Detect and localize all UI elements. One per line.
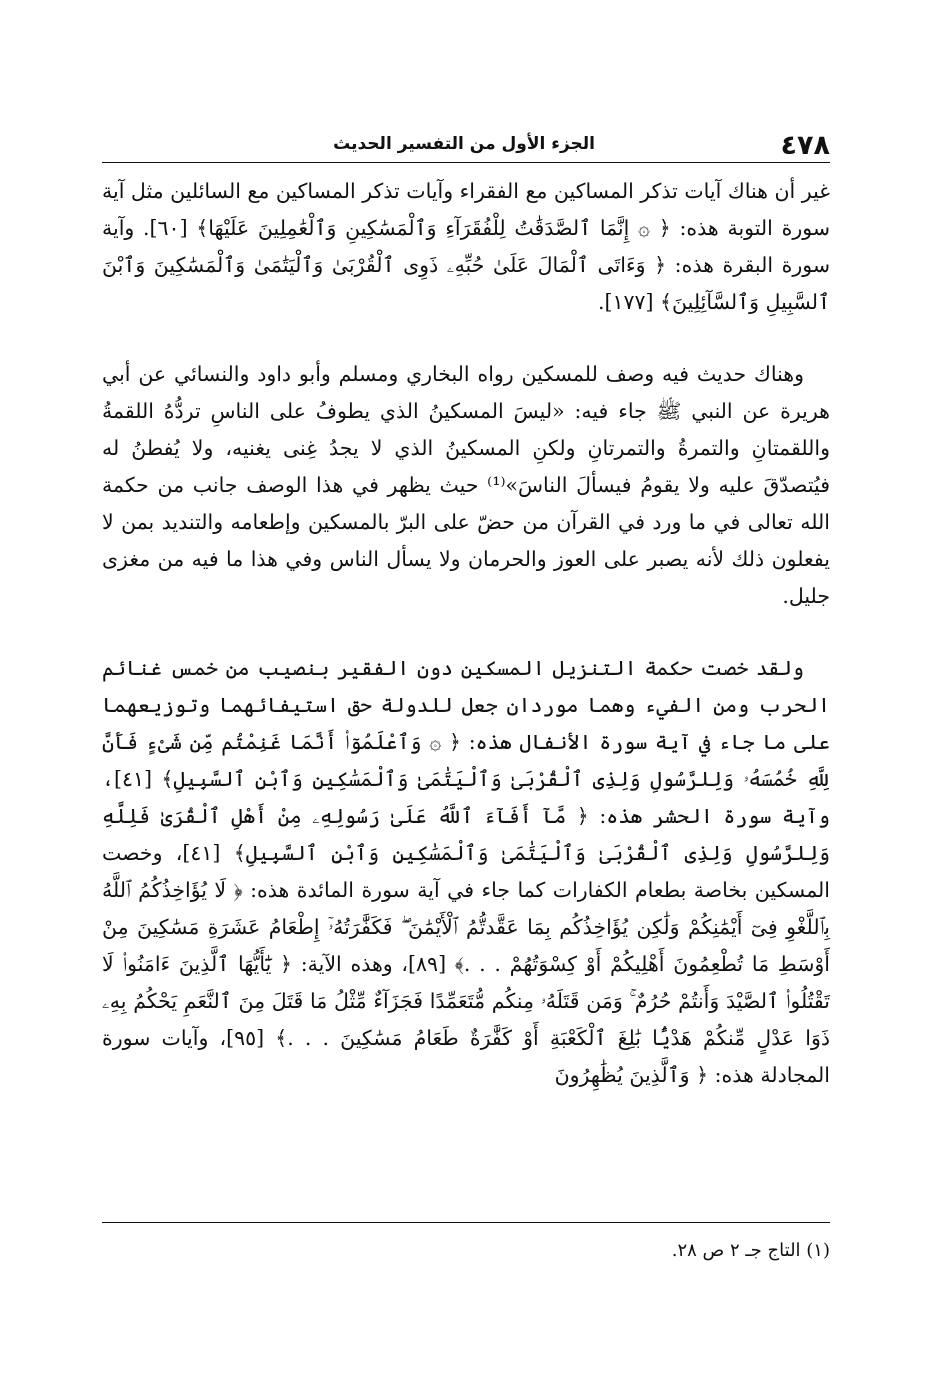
page-header	[102, 128, 830, 163]
paragraph-2: وهناك حديث فيه وصف للمسكين رواه البخاري ومسلم وأبو داود والنسائي عن أبي هريرة عن النبي ﷺ جاء فيه: «ليسَ المسكينُ الذي يطوفُ على الناسِ تردُّهُ اللقمةُ واللقمتانِ والتمرةُ والتمرتانِ ولكنِ المسكينُ الذي لا يجدُ غِنى يغنيه، ولا يُفطنُ له فيُتصدّقَ عليه ولا يقومُ فيسألَ الناسَ»⁽¹⁾ حيث يظهر في هذا الوصف جانب من حكمة الله تعالى في ما ورد في القرآن من حضّ على البرّ بالمسكين وإطعامه والتنديد بمن لا يفعلون ذلك لأنه يصبر على العوز والحرمان ولا يسأل الناس وفي هذا ما فيه من مغزى جليل.	[102, 362, 830, 608]
footnote: (١) التاج جـ ٢ ص ٢٨.	[671, 1240, 830, 1261]
page-number: ٤٧٨	[780, 130, 830, 161]
paragraph-1: غير أن هناك آيات تذكر المساكين مع الفقراء وآيات تذكر المساكين مع السائلين مثل آية سورة التوبة هذه: ﴿ ۞ إِنَّمَا ٱلصَّدَقَٰتُ لِلْفُقَرَآءِ وَٱلْمَسَٰكِينِ وَٱلْعَٰمِلِينَ عَلَيْهَا﴾ [٦٠]. وآية سورة البقرة هذه: ﴿ وَءَاتَى ٱلْمَالَ عَلَىٰ حُبِّهِۦ ذَوِى ٱلْقُرْبَىٰ وَٱلْيَتَٰمَىٰ وَٱلْمَسَٰكِينَ وَٱبْنَ ٱلسَّبِيلِ وَٱلسَّآئِلِينَ﴾ [١٧٧].	[102, 179, 830, 314]
paragraph-3: ولقد خصت حكمة التنزيل المسكين دون الفقير بنصيب من خمس غنائم الحرب ومن الفيء وهما موردان جعل للدولة حق استيفائهما وتوزيعهما على ما جاء في آية سورة الأنفال هذه: ﴿ ۞ وَٱعْلَمُوٓا۟ أَنَّمَا غَنِمْتُم مِّن شَىْءٍ فَأَنَّ لِلَّهِ خُمُسَهُۥ وَلِلرَّسُولِ وَلِذِى ٱلْقُرْبَىٰ وَٱلْيَتَٰمَىٰ وَٱلْمَسَٰكِينِ وَٱبْنِ ٱلسَّبِيلِ﴾ [٤١]، وآية سورة الحشر هذه: ﴿ مَّآ أَفَآءَ ٱللَّهُ عَلَىٰ رَسُولِهِۦ مِنْ أَهْلِ ٱلْقُرَىٰ فَلِلَّهِ وَلِلرَّسُولِ وَلِذِى ٱلْقُرْبَىٰ وَٱلْيَتَٰمَىٰ وَٱلْمَسَٰكِينِ وَٱبْنِ ٱلسَّبِيلِ﴾ [٤١]، وخصت المسكين بخاصة بطعام الكفارات كما جاء في آية سورة المائدة هذه: ﴿ لَا يُؤَاخِذُكُمُ ٱللَّهُ بِٱللَّغْوِ فِىٓ أَيْمَٰنِكُمْ وَلَٰكِن يُؤَاخِذُكُم بِمَا عَقَّدتُّمُ ٱلْأَيْمَٰنَ ۖ فَكَفَّٰرَتُهُۥٓ إِطْعَامُ عَشَرَةِ مَسَٰكِينَ مِنْ أَوْسَطِ مَا تُطْعِمُونَ أَهْلِيكُمْ أَوْ كِسْوَتُهُمْ . . .﴾ [٨٩]، وهذه الآية: ﴿ يَٰٓأَيُّهَا ٱلَّذِينَ ءَامَنُوا۟ لَا تَقْتُلُوا۟ ٱلصَّيْدَ وَأَنتُمْ حُرُمٌ ۚ وَمَن قَتَلَهُۥ مِنكُم مُّتَعَمِّدًا فَجَزَآءٌ مِّثْلُ مَا قَتَلَ مِنَ ٱلنَّعَمِ يَحْكُمُ بِهِۦ ذَوَا عَدْلٍ مِّنكُمْ هَدْيًۢا بَٰلِغَ ٱلْكَعْبَةِ أَوْ كَفَّٰرَةٌ طَعَامُ مَسَٰكِينَ . . .﴾ [٩٥]، وآيات سورة المجادلة هذه: ﴿ وَٱلَّذِينَ يُظَٰهِرُونَ	[102, 656, 830, 1087]
page-content	[102, 128, 830, 1094]
running-title: الجزء الأول من التفسير الحديث	[333, 134, 595, 154]
body-text	[102, 173, 830, 1094]
footnote-divider	[102, 1222, 830, 1223]
